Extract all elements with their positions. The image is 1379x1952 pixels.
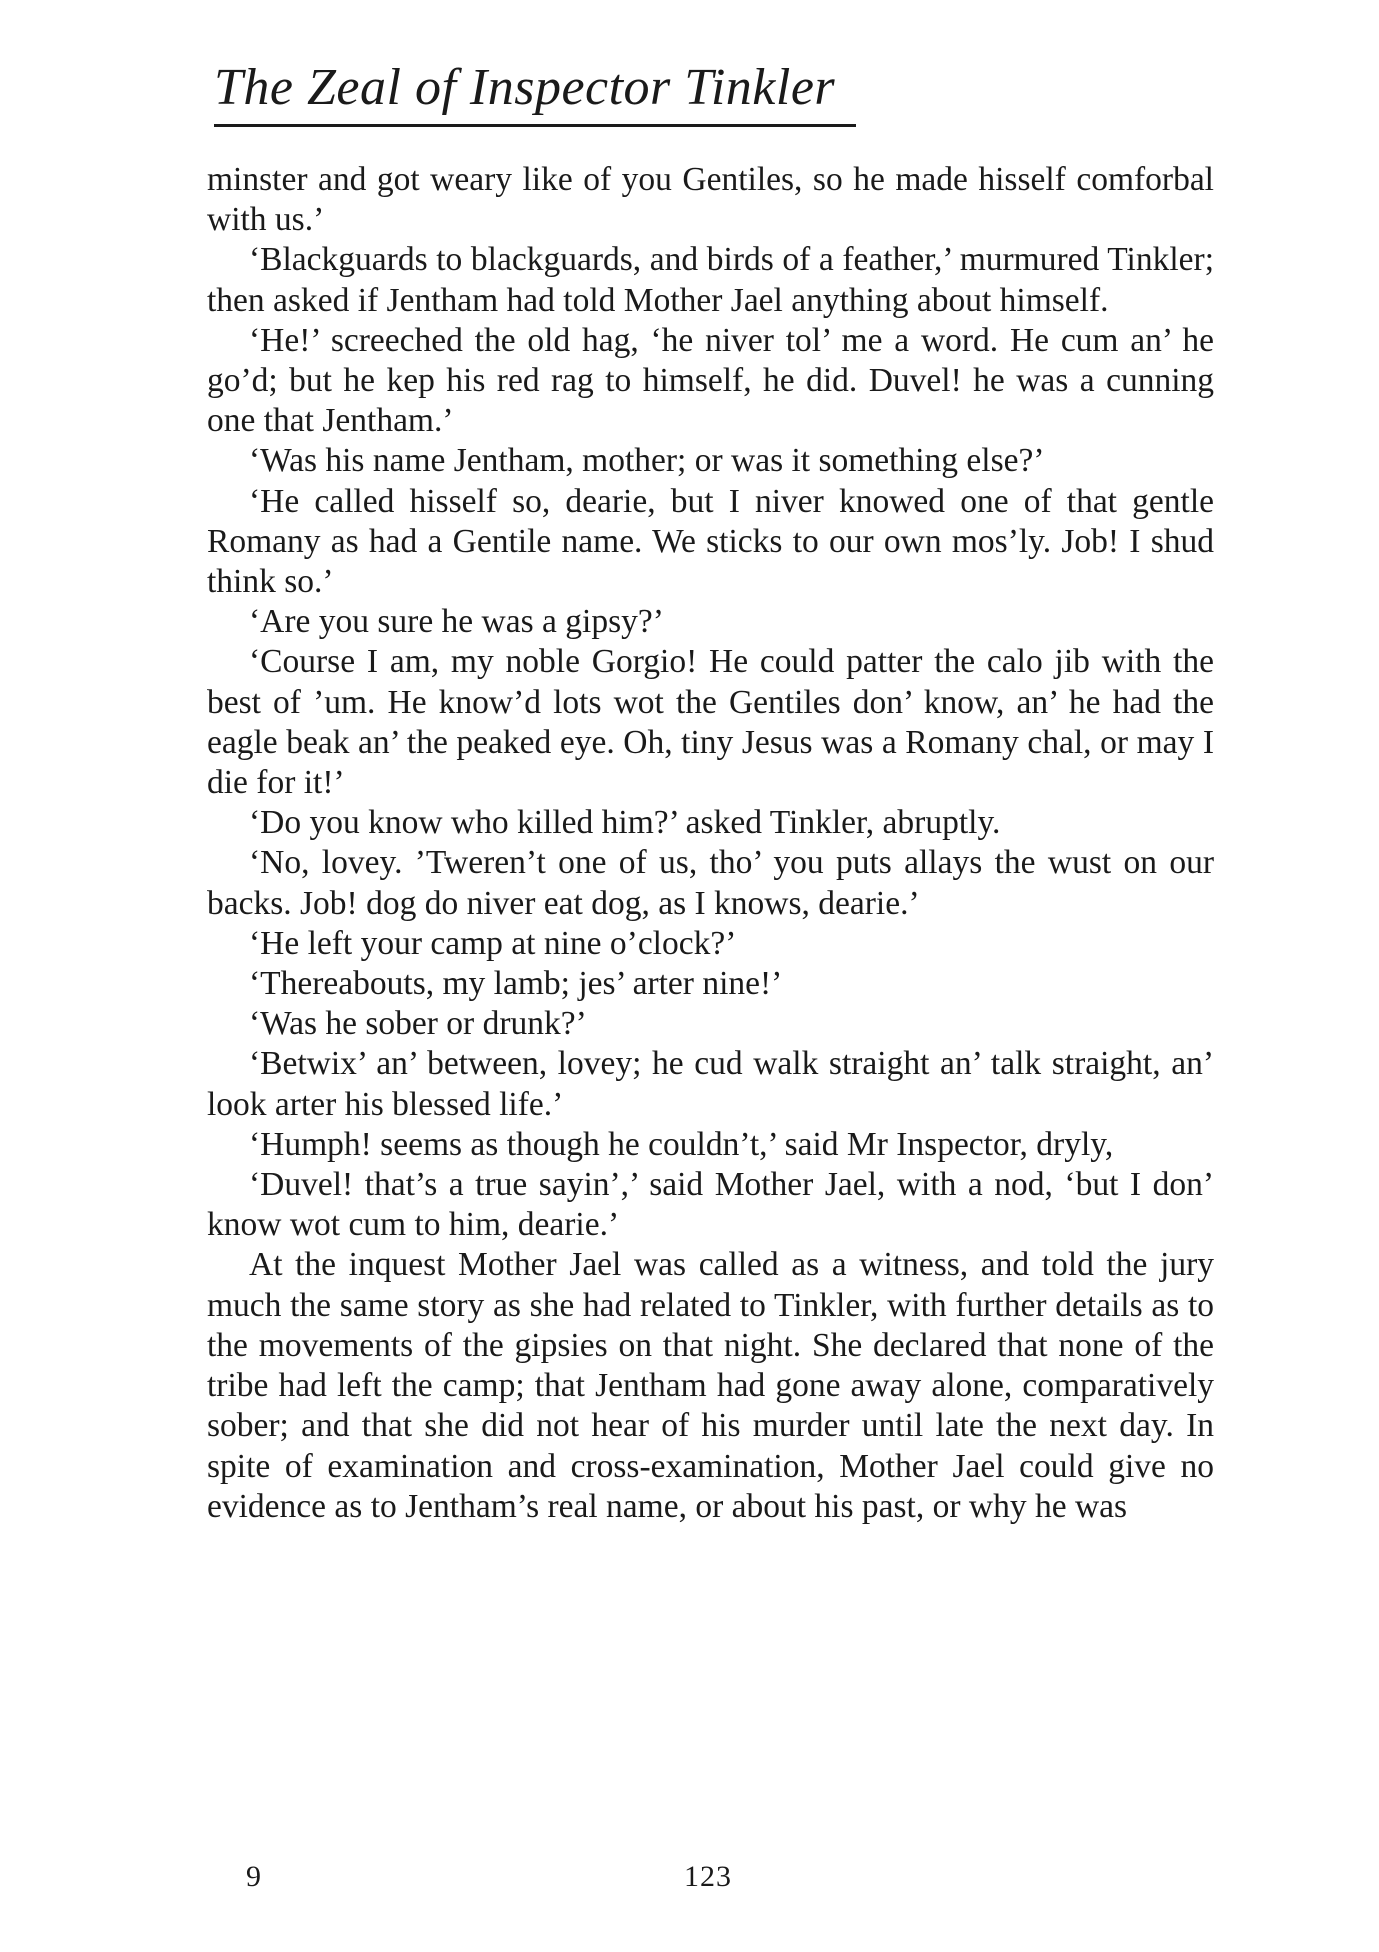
signature-mark: 9: [246, 1860, 261, 1893]
paragraph: ‘No, lovey. ’Tweren’t one of us, tho’ you puts allays the wust on our backs. Job! dog do niver eat dog, as I knows, dearie.’: [207, 844, 1214, 922]
paragraph: ‘He left your camp at nine o’clock?’: [249, 924, 737, 962]
running-head: The Zeal of Inspector Tinkler: [214, 59, 836, 116]
paragraph: ‘Betwix’ an’ between, lovey; he cud walk straight an’ talk straight, an’ look arter his blessed life.’: [207, 1045, 1214, 1123]
paragraph: ‘Was he sober or drunk?’: [249, 1005, 587, 1043]
paragraph: ‘Course I am, my noble Gorgio! He could patter the calo jib with the best of ’um. He know’d lots wot the Gentiles don’ know, an’ he had the eagle beak an’ the peaked eye. Oh, tiny Jesus was a Romany chal, or may I die for it!’: [207, 643, 1214, 802]
paragraph: ‘He called hisself so, dearie, but I niver knowed one of that gentle Romany as had a Gentile name. We sticks to our own mos’ly. Job! I shud think so.’: [207, 482, 1214, 601]
page-number: 123: [684, 1860, 732, 1893]
head-rule: [214, 124, 856, 127]
paragraph: ‘Are you sure he was a gipsy?’: [249, 603, 664, 641]
paragraph: ‘Thereabouts, my lamb; jes’ arter nine!’: [249, 965, 783, 1003]
paragraph: ‘Humph! seems as though he couldn’t,’ said Mr Inspector, dryly,: [249, 1125, 1114, 1163]
body-text: [207, 160, 1214, 1527]
paragraph: ‘Do you know who killed him?’ asked Tinkler, abruptly.: [249, 804, 1001, 842]
paragraph: At the inquest Mother Jael was called as a witness, and told the jury much the same story as she had related to Tinkler, with further details as to the movements of the gipsies on that night. She declared that none of the tribe had left the camp; that Jentham had gone away alone, comparatively sober; and that she did not hear of his murder until late the next day. In spite of examination and cross-examination, Mother Jael could give no evidence as to Jentham’s real name, or about his past, or why he was: [207, 1246, 1214, 1525]
paragraph: ‘Was his name Jentham, mother; or was it something else?’: [249, 442, 1045, 480]
paragraph: ‘Blackguards to blackguards, and birds of a feather,’ murmured Tinkler; then asked if Jentham had told Mother Jael anything about himself.: [207, 241, 1214, 319]
paragraph: minster and got weary like of you Gentiles, so he made hisself comforbal with us.’: [207, 161, 1214, 239]
paragraph: ‘Duvel! that’s a true sayin’,’ said Mother Jael, with a nod, ‘but I don’ know wot cum to him, dearie.’: [207, 1166, 1214, 1244]
paragraph: ‘He!’ screeched the old hag, ‘he niver tol’ me a word. He cum an’ he go’d; but he kep his red rag to himself, he did. Duvel! he was a cunning one that Jentham.’: [207, 321, 1214, 440]
